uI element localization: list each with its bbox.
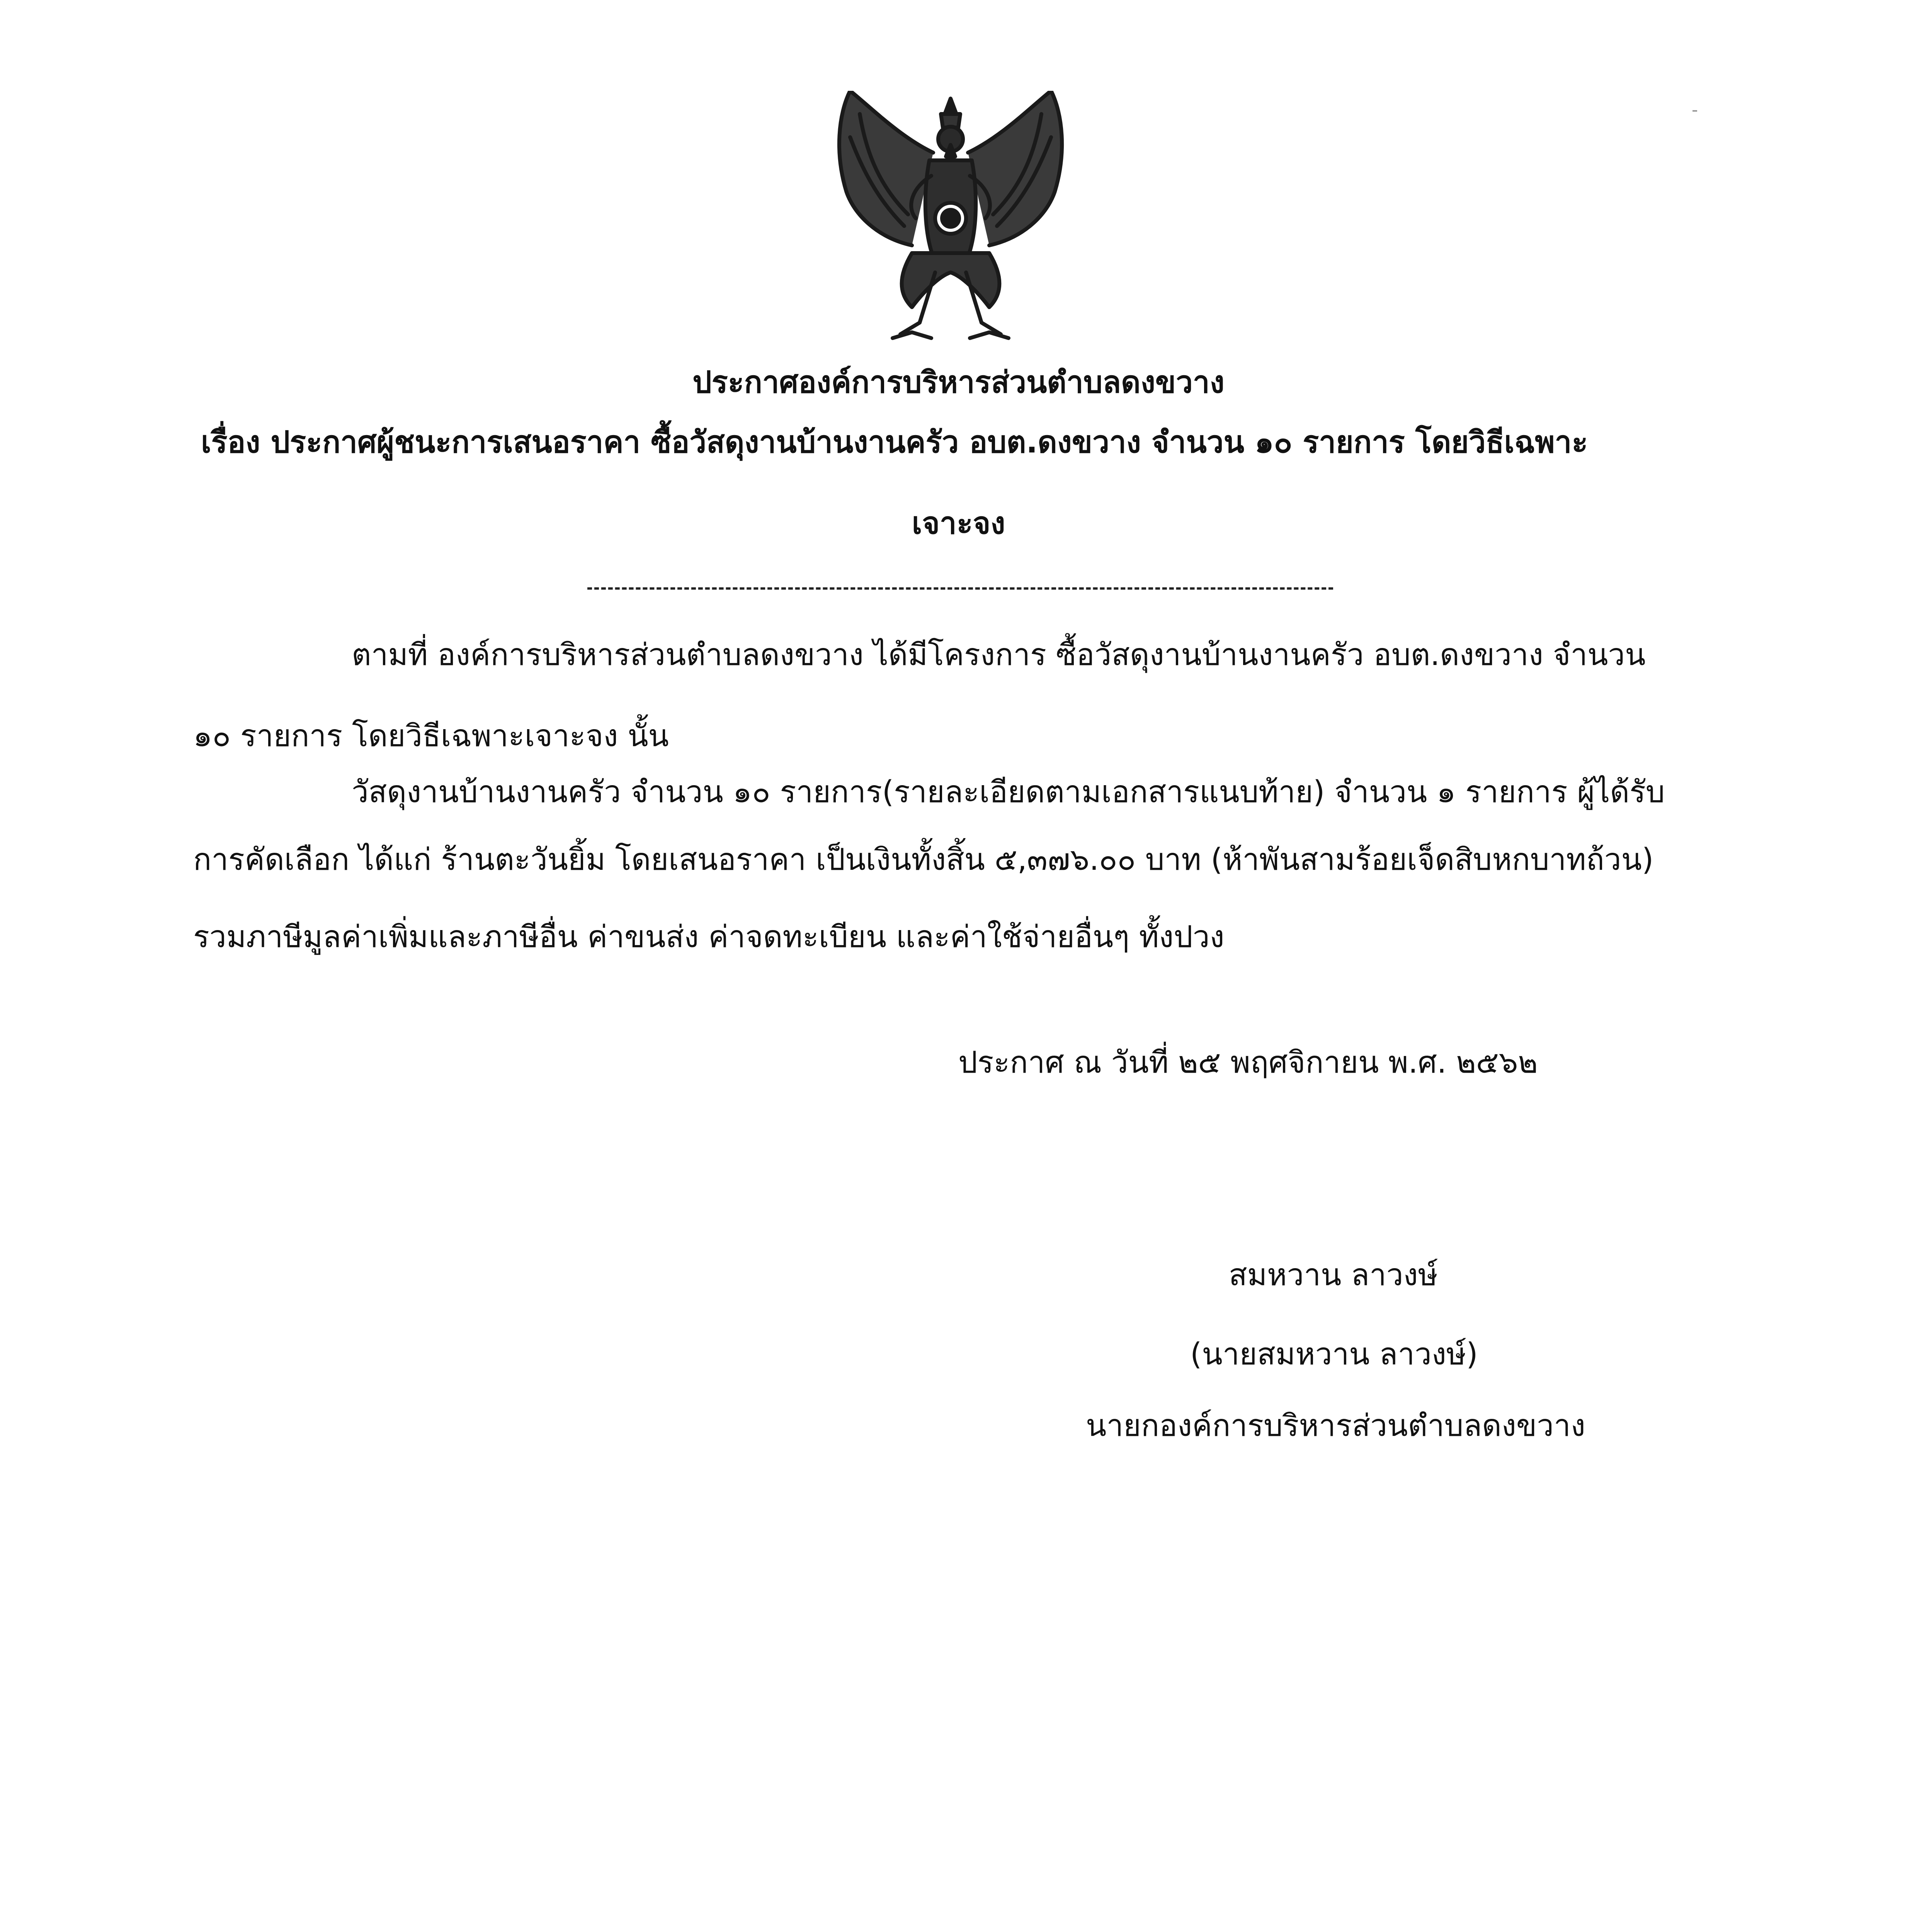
- scan-speck: [1692, 110, 1697, 112]
- subject-line-2: เจาะจง: [912, 506, 1005, 541]
- announcement-date: ประกาศ ณ วันที่ ๒๕ พฤศจิกายน พ.ศ. ๒๕๖๒: [958, 1045, 1538, 1080]
- paragraph-2-line-2: การคัดเลือก ได้แก่ ร้านตะวันยิ้ม โดยเสนอราคา เป็นเงินทั้งสิ้น ๕,๓๗๖.๐๐ บาท (ห้าพันสามร้อยเจ็ดสิบหกบาทถ้วน): [193, 842, 1654, 877]
- paragraph-2-line-1: วัสดุงานบ้านงานครัว จำนวน ๑๐ รายการ(รายละเอียดตามเอกสารแนบท้าย) จำนวน ๑ รายการ ผู้ได้รับ: [352, 775, 1665, 810]
- signature-name: สมหวาน ลาวงษ์: [1229, 1258, 1438, 1293]
- paragraph-1-line-2: ๑๐ รายการ โดยวิธีเฉพาะเจาะจง นั้น: [193, 719, 669, 753]
- signatory-printed-name: (นายสมหวาน ลาวงษ์): [1190, 1337, 1478, 1372]
- subject-line-1: เรื่อง ประกาศผู้ชนะการเสนอราคา ซื้อวัสดุงานบ้านงานครัว อบต.ดงขวาง จำนวน ๑๐ รายการ โดยวิธีเฉพาะ: [201, 425, 1588, 460]
- signatory-position: นายกองค์การบริหารส่วนตำบลดงขวาง: [1086, 1408, 1585, 1443]
- org-title: ประกาศองค์การบริหารส่วนตำบลดงขวาง: [692, 365, 1225, 400]
- paragraph-2-line-3: รวมภาษีมูลค่าเพิ่มและภาษีอื่น ค่าขนส่ง ค่าจดทะเบียน และค่าใช้จ่ายอื่นๆ ทั้งปวง: [193, 920, 1225, 954]
- paragraph-1-line-1: ตามที่ องค์การบริหารส่วนตำบลดงขวาง ได้มีโครงการ ซื้อวัสดุงานบ้านงานครัว อบต.ดงขวาง จำนวน: [352, 638, 1646, 672]
- separator-line: [587, 587, 1333, 590]
- garuda-emblem-icon: [823, 91, 1078, 346]
